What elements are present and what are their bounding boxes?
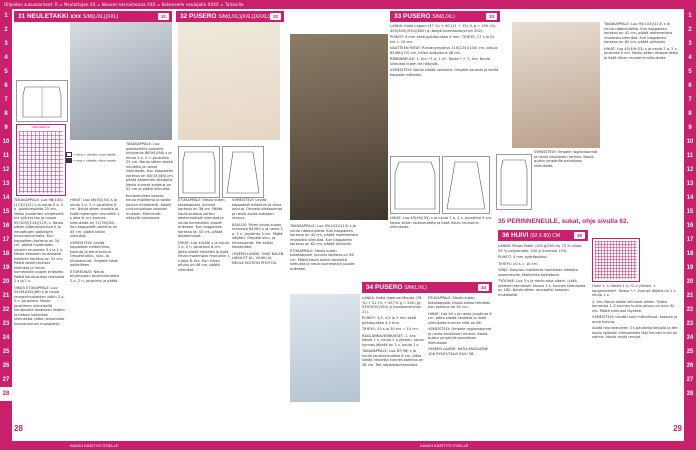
- section-33-specs: [390, 24, 500, 152]
- rindex-13[interactable]: 13: [686, 181, 694, 187]
- index-17[interactable]: 17: [2, 237, 10, 243]
- paragraph: PUIKOT: 4 mm sekä pyöröpuikko 4 mm. TIHEYS: 17 s ja 22 krs = 10 cm.: [390, 35, 495, 44]
- rindex-7[interactable]: 7: [688, 97, 692, 103]
- section-31-sizes: S/M(L/XL)(XXL): [82, 14, 119, 20]
- index-27[interactable]: 27: [2, 377, 10, 383]
- shawl-photo: [512, 22, 600, 148]
- footer-bar: [0, 441, 696, 450]
- index-13[interactable]: 13: [2, 181, 10, 187]
- rindex-6[interactable]: 6: [688, 83, 692, 89]
- index-14[interactable]: 14: [2, 195, 10, 201]
- section-33-sizes: S/M(L/XL): [432, 14, 455, 20]
- section-31-level: xxx: [70, 13, 82, 20]
- index-18[interactable]: 18: [2, 251, 10, 257]
- section-33-title: 33 PUSERO: [394, 13, 431, 20]
- paragraph: VIIMEISTELY: Levitä huivi mittoihinsa, kostuta ja anna kuivua.: [592, 315, 678, 324]
- paragraph: ETUKAPPALE: Neulo kuten takakappale. Kaula-aukko tehdään kun korkeus on 50 cm.: [428, 296, 491, 309]
- left-page-index: [0, 9, 12, 441]
- paragraph: OIKEA ETUKAPPALE: Luo 54(58)(62)(66) s ja neulo reunasilmukoiden väliin 2 o, 2 n -joustinta. Neulo joustimen viimeisellä kerroksella tasaisesti lisäten ja kaiken kaikkiaan silmukkaa. Jatka neulomista kuviosuunnan mukaisesti.: [14, 285, 65, 326]
- top-legend-bar: Ohjeiden sukuosanteet: R = Neulottujen XX = Neuvon kerroimeissa XXX = Kokeneelle neulojalle XXXX = Taitaville: [0, 0, 696, 9]
- index-24[interactable]: 24: [2, 335, 10, 341]
- paragraph: VIIMEISTELY: Levitä kappaleet mittoihin ja anna kuivua. Ompele olkasaumat ja neulo kaula-aukkoon reunus.: [232, 198, 283, 220]
- paragraph: HIHAT: Luo 44(48) s ja neulo 2 o, 2 n -joustinta 8 cm. Jatka sileää neuletta ja lisää hihan molempiin reunoihin 1 s joka 8. krs. Kun hihan pituus on 46 cm, päätä silmukat.: [178, 240, 230, 272]
- pusero-34-schematic: [496, 154, 532, 210]
- index-3[interactable]: 3: [4, 41, 8, 47]
- index-28[interactable]: 28: [0, 387, 12, 401]
- paragraph: OHJEEN LÄHDE: KATIA MAGAZINE 106 SYKSY/TALVI SIVU 58.: [428, 347, 489, 356]
- sweater-photo: [178, 22, 280, 140]
- rindex-21[interactable]: 21: [686, 293, 694, 299]
- index-22[interactable]: 22: [2, 307, 10, 313]
- paragraph: TAKAKAPPALE: Luo 98(105)(113)(121) s ja neulo 2 o, 2 n -joustineuletta 25 cm. Neulo joustimen viimeisellä krs sijä krs tas ja nouse 90(105)(114)(125) s. Neulo sitten piiterauskuvioa A ja neulottujen paikkojen kuvioneulonnalla. Kun kappaleen korkeus on 34 cm, päätä molempien sivujen reunoista 3 s ja 1 s. Neulo kaavaan mukaisesti kaikkien korkeus on 52 cm. Päätä keskimmäiset silmukat ja neulo kummatkin puolet erikseen. Päätä kaula-aukon reunasta 2 s ja 1 s.: [14, 198, 65, 283]
- camera-icon: 34: [478, 284, 489, 291]
- rindex-14[interactable]: 14: [686, 195, 694, 201]
- paragraph: ETUKAPPALE: Neulo kuten takakappale, kunnes korkeus on 56 cm. Päätä kaula-aukon keskeltä silmukat ja neulo kummatkin puolet erikseen.: [290, 248, 355, 271]
- paragraph: RIBBINNEULE: 1. krs: *1 o, 1 n*. Toista *–*. 2. krs: Neulo silmukat kuten ne näkyvät.: [390, 57, 491, 66]
- paragraph: ETUKAPPALE: Neulo kuten takakappale, kunnes korkeus on 36 cm. Päätä kaula-aukkoa varten keskimmäiset silmukat ja neulo kummatkin puolet erikseen. Kun kappaleen korkeus on 52 cm, päätä olkasilmukat.: [178, 198, 225, 238]
- section-34-col-3: [534, 150, 598, 214]
- rindex-19[interactable]: 19: [686, 265, 694, 271]
- paragraph: 2. krs: Neulo kaikki silmukat oikein. Toista kerroksia 1–2 kunnes huivin pituus on noin 92 cm. Päätä silmukat löysästi.: [592, 299, 675, 313]
- paragraph: Huivi 1. s: Neulo 1 s, *2 o yhteen, 1 langankierto*. Toista *–*, kunnes jäljellä on 1 s, neulo 1 o.: [592, 284, 677, 297]
- rindex-11[interactable]: 11: [686, 153, 694, 159]
- paragraph: OHJEEN LÄHDE: OHJE KALEN LIKKA ET AL. VIHKO JA NEULE EDITION PHOTOS.: [232, 251, 284, 265]
- index-1[interactable]: 1: [4, 13, 8, 19]
- index-26[interactable]: 26: [2, 363, 10, 369]
- paragraph: VIIMEISTELY: Neulo sileää neulosta. Ompele saumat ja levitä kappale mittoihin.: [390, 68, 499, 77]
- paragraph: TIHEYS: 25 s ja 30 krs = 10 cm.: [362, 327, 419, 331]
- section-36-col-1: [498, 244, 588, 434]
- right-page-index: [684, 9, 696, 441]
- section-35-heading: 35 PERINNENEULE, sukat, ohje sivulla 62.: [498, 218, 629, 225]
- index-6[interactable]: 6: [4, 83, 8, 89]
- section-33-col-3: [604, 22, 680, 214]
- section-32-col-2: [232, 198, 284, 436]
- paragraph: LANKA: Katia Ingenue Mondo (78 %) + 22 (% + 45) % g = 540 (g): 250(300)(350) g (vaaleansininen 21).: [362, 296, 422, 314]
- cardigan-knit-chart: [16, 124, 66, 196]
- pusero-33-schematic: [390, 156, 440, 214]
- section-33-col-1: [290, 224, 360, 290]
- index-25[interactable]: 25: [2, 349, 10, 355]
- section-31-col-1: [14, 198, 66, 436]
- camera-icon: 33: [486, 13, 497, 20]
- paragraph: HIHAT: Luo 45(49)(53) s ja neulo 2 o, 2 n -joustinta 5 cm. Neulo sitten ribbineuletta ja lisää hihan reunoihin silmukoita.: [390, 216, 493, 229]
- rindex-4[interactable]: 4: [688, 55, 692, 61]
- index-9[interactable]: 9: [4, 125, 8, 131]
- index-7[interactable]: 7: [4, 97, 8, 103]
- index-15[interactable]: 15: [2, 209, 10, 215]
- section-31-header: [14, 11, 172, 22]
- section-36-header: [498, 230, 588, 241]
- paragraph: HIHAT: Luo 46(50)(54) s ja neulo 2 o, 2 n -joustinta 8 cm. Neulo sitten kuviota ja lisää molempiin reunoihin 1 s joka 6. krs kunnes silmukoita on 72(78)(84). Kun kappaleen korkeus on 45 cm, päätä kaikki silmukat.: [70, 198, 120, 238]
- paragraph: Aloitä reunaneuleen 3 s pituisella ketjulla ja tee kuvio kaikkien silmukoiden läpi kunnes huivi on valmis. Neulo myös reunat.: [592, 326, 678, 339]
- paragraph: HIHAT: Luo 45(49)(53) s ja neulo 2 o, 2 n -joustinta 5 cm. Neulo sitten ribbineuletta ja lisää hihan reunoihin silmukoita.: [604, 46, 680, 60]
- chart-legend: [66, 152, 116, 164]
- paragraph: RAGLANKAVENNUKSET: 1. krs: Neulo 1 s, neulo 2 o yhteen, neulo kunnes jäljellä on 3 s, neulo 1 s.: [362, 333, 424, 347]
- paragraph: VIHJE: Kaavion mallikerta neulotaan oikealta vasemmalle. Mallikerta toistetaan.: [498, 268, 578, 277]
- index-23[interactable]: 23: [2, 321, 10, 327]
- blue-sweater-photo: [290, 294, 360, 402]
- rindex-8[interactable]: 8: [688, 111, 692, 117]
- index-19[interactable]: 19: [2, 265, 10, 271]
- section-31-col-2: [70, 198, 122, 436]
- legend-item: = nurja s. oikealla, oikea nurjalla: [66, 158, 116, 163]
- index-8[interactable]: 8: [4, 111, 8, 117]
- paragraph: VIIMEISTELY: Ompele raglansaumat ja neulo kauluksen reunus. Kaula-aukon ympärille poimitaan silmukoita.: [428, 327, 492, 345]
- rindex-23[interactable]: 23: [686, 321, 694, 327]
- camera-icon: 36: [574, 232, 585, 239]
- section-33-header: [390, 11, 500, 22]
- rindex-10[interactable]: 10: [686, 139, 694, 145]
- rindex-25[interactable]: 25: [686, 349, 694, 355]
- paragraph: HIHAT: Luo 40 s ja neulo joustinta 6 cm. Jatka sileää neuletta ja lisää silmukoita kunnes niitä on 66.: [428, 311, 492, 325]
- rindex-12[interactable]: 12: [686, 167, 694, 173]
- section-32-col-1: [178, 198, 230, 436]
- index-10[interactable]: 10: [2, 139, 10, 145]
- index-16[interactable]: 16: [2, 223, 10, 229]
- section-34-sizes: S/M(L/XL): [404, 285, 427, 291]
- paragraph: ETUREUNAT: Neulo etureunaan joustinneuletta 2 o, 2 n -joustinta ja päätä.: [70, 269, 119, 283]
- cardigan-photo: [70, 22, 172, 140]
- rindex-5[interactable]: 5: [688, 69, 692, 75]
- paragraph: VAATTEEN MITAT: Rinnanympärys 110(120)(130) cm, pituus 65(68)(70) cm, hihan sisäpituus 48 cm.: [390, 46, 498, 55]
- paragraph: Kuvioneuleen kaavio: neulo mallikerta ja toista kuvion mukaisesti. Kaikki rivit neulotaan kaavion mukaan. Merkinnät näkyvät kaaviossa.: [126, 193, 172, 220]
- section-32-title: 32 PUSERO: [180, 13, 217, 20]
- section-32-sizes: S/M(L/XL)(XXL)(XXXL): [218, 14, 270, 20]
- rindex-15[interactable]: 15: [686, 209, 694, 215]
- rindex-28[interactable]: 28: [686, 391, 694, 397]
- paragraph: PUIKOT: 4 mm pyöröpuikko.: [498, 255, 548, 259]
- model-sweater-photo: [290, 34, 388, 220]
- rindex-17[interactable]: 17: [686, 237, 694, 243]
- rindex-3[interactable]: 3: [688, 41, 692, 47]
- paragraph: TAKAKAPPALE: Luo 95(103)(113) s ja neulo ribbineuletta. Kun kappaleen korkeus on 42 cm, päätä molemmista reunoista silmukat. Kun kappaleen korkeus on 62 cm, päätä silmukat.: [290, 224, 359, 246]
- rindex-20[interactable]: 20: [686, 279, 694, 285]
- section-36-sizes: (92 X 80) CM: [530, 233, 560, 239]
- section-36-title: 36 HUIVI: [502, 232, 529, 239]
- rindex-2[interactable]: 2: [688, 27, 692, 33]
- camera-icon: 31: [158, 13, 169, 20]
- chart-title: NEULEMALLI: [31, 125, 51, 129]
- rindex-24[interactable]: 24: [686, 335, 694, 341]
- rindex-27[interactable]: 27: [686, 377, 694, 383]
- section-34-header: [362, 282, 492, 293]
- rindex-26[interactable]: 26: [686, 363, 694, 369]
- section-31-title: 31 NEULETAKKI: [18, 13, 69, 20]
- paragraph: LANKA: Drops Fabel (100 g/205 m) 75 % villaa, 25 % polyamidia: 200 g (harmaa 103).: [498, 244, 583, 253]
- paragraph: VIIMEISTELY: Levitä kappaleet mittoihinsa, kostuta ja anna kuivua. Ompele olka-, sivu- ja hihasaumat. Ompele hihat paikoilleen.: [70, 240, 118, 267]
- section-34-col-1: [362, 296, 424, 436]
- index-12[interactable]: 12: [2, 167, 10, 173]
- page-number-left: 28: [14, 424, 23, 433]
- index-21[interactable]: 21: [2, 293, 10, 299]
- footer-right: KAIKKI KÄSITYÖ ITSELLE: [420, 443, 469, 448]
- section-32-header: [176, 11, 284, 22]
- section-36-col-2: [592, 284, 680, 434]
- section-31-specs: [126, 142, 174, 436]
- sweater-schematic: [178, 146, 220, 198]
- index-5[interactable]: 5: [4, 69, 8, 75]
- paragraph: VIIMEISTELY: Ompele raglansaumat ja neulo kauluksen reunus. Kaula-aukon ympärille poimitaan silmukoita.: [534, 150, 598, 168]
- index-11[interactable]: 11: [2, 153, 10, 159]
- rindex-16[interactable]: 16: [686, 223, 694, 229]
- page-number-right: 29: [673, 424, 682, 433]
- section-34-col-2: [428, 296, 494, 436]
- pusero-33-sleeve-schematic: [442, 156, 490, 214]
- index-20[interactable]: 20: [2, 279, 10, 285]
- camera-icon: 32: [270, 13, 281, 20]
- paragraph: TIHEYS: 20 s = 10 cm.: [498, 261, 539, 266]
- legend-item: = oikea s. oikealla, nurja nurjalla: [66, 152, 116, 157]
- shawl-knit-chart: [592, 238, 640, 282]
- paragraph: PUIKOT: 3,5, 4,5 ja 5 mm sekä pyöröpuikko 4,5 mm.: [362, 316, 417, 325]
- rindex-9[interactable]: 9: [688, 125, 692, 131]
- sleeve-schematic: [222, 146, 264, 198]
- rindex-18[interactable]: 18: [686, 251, 694, 257]
- rindex-1[interactable]: 1: [688, 13, 692, 19]
- paragraph: TYÖOHJE: Luo 3 s ja neulo aina oikein. Lisää jokaisen kerroksen alussa 1 s, kunnes silmukoita on 180. Neulo sitten reunapitsi kaavion mukaisesti.: [498, 279, 586, 297]
- cardigan-schematic: [16, 80, 68, 122]
- paragraph: KAULUS: Poimi kaula-aukon reunasta 84(90) s ja neulo 2 o, 2 n -joustinta 3 cm. Päätä väljästi. Ompele sivu- ja hihasaumat. Tee kaikki keskenään.: [232, 222, 283, 249]
- index-4[interactable]: 4: [4, 55, 8, 61]
- paragraph: TAKAKAPPALE: Luo 87(96) s ja neulo joustinneuletta 6 cm. Jatka sileää neuletta kunnes korkeus on 38 cm. Tee raglankavennukset.: [362, 349, 424, 367]
- rindex-22[interactable]: 22: [686, 307, 694, 313]
- paragraph: TAKAKAPPALE: Luo 95(103)(113) s ja neulo ribbineuletta. Kun kappaleen korkeus on 42 cm, päätä molemmista reunoista silmukat. Kun kappaleen korkeus on 62 cm, päätä silmukat.: [604, 22, 673, 44]
- paragraph: TAKAKAPPALE: Luo pakosemilla puikoilla kirjoneule 86(94)(98) s ja neulo 2 o, 2 n -joustinta 25 cm. Neulo sitten sileää neuletta ja nouse silmukoita. Kun kappaleen korkeus on 40(43)(46) cm, päätä kädentien kohdalta. Neulo kunnes korkeus on 52 cm ja päätä silmukat.: [126, 142, 174, 191]
- section-33-col-2: [390, 216, 496, 280]
- paragraph: LANKA: Katia Lagom (47 %) + 60 (21 + 15) % g = 200 (%): 450(500)(550)(600) g (beige-harmaasävyinen 202).: [390, 24, 497, 33]
- footer-left: KAIKKI KÄSITYÖ ITSELLE: [70, 443, 119, 448]
- section-34-title: 34 PUSERO: [366, 284, 403, 291]
- index-2[interactable]: 2: [4, 27, 8, 33]
